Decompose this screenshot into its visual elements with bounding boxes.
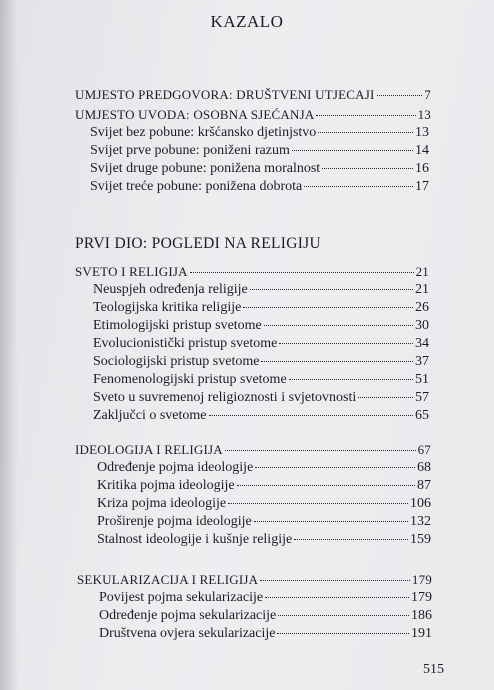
toc-entry-page: 191 <box>411 626 432 641</box>
toc-subentry <box>90 124 429 141</box>
dot-leader <box>209 415 413 416</box>
dot-leader <box>243 307 413 308</box>
toc-entry-title: Društvena ovjera sekularizacije <box>99 626 276 641</box>
dot-leader <box>225 450 416 451</box>
toc-subentry <box>93 281 429 298</box>
toc-subentry <box>90 178 429 195</box>
toc-entry-title: Evolucionistički pristup svetome <box>93 336 278 351</box>
toc-entry-title: Fenomenologijski pristup svetome <box>93 372 287 387</box>
toc-entry-title: Svijet druge pobune: ponižena moralnost <box>90 161 321 176</box>
toc-entry-page: 179 <box>411 590 432 605</box>
toc-section <box>77 571 432 588</box>
dot-leader <box>358 397 413 398</box>
toc-entry-title: Kritika pojma ideologije <box>97 478 235 493</box>
toc-entry-page: 16 <box>415 161 429 176</box>
dot-leader <box>261 361 413 362</box>
toc-entry-page: 57 <box>415 390 429 405</box>
toc-entry-title: UMJESTO UVODA: OSOBNA SJEĆANJA <box>75 107 315 122</box>
dot-leader <box>254 521 408 522</box>
toc-subentry <box>93 389 429 406</box>
toc-entry-page: 132 <box>410 514 431 529</box>
dot-leader <box>264 325 413 326</box>
toc-entry-page: 87 <box>417 478 431 493</box>
toc-subentry <box>93 317 429 334</box>
toc-subentry <box>90 142 429 159</box>
toc-subentry <box>93 335 429 352</box>
dot-leader <box>250 289 413 290</box>
toc-subentry <box>99 589 432 606</box>
toc-subentry <box>93 353 429 370</box>
dot-leader <box>228 503 408 504</box>
toc-entry-page: 13 <box>417 107 431 122</box>
toc-entry-title: Određenje pojma sekularizacije <box>99 608 277 623</box>
toc-subentry <box>97 513 431 530</box>
toc-entry-page: 21 <box>415 282 429 297</box>
toc-entry-page: 34 <box>415 336 429 351</box>
toc-entry-title: Sociologijski pristup svetome <box>93 354 260 369</box>
toc-entry-title: Sveto u suvremenoj religioznosti i svjetovnosti <box>93 390 357 405</box>
toc-entry <box>75 106 431 123</box>
toc-entry-page: 30 <box>415 318 429 333</box>
toc-entry-title: Svijet treće pobune: ponižena dobrota <box>90 179 303 194</box>
toc-entry-page: 13 <box>415 125 429 140</box>
toc-entry-title: Kriza pojma ideologije <box>97 496 227 511</box>
toc-subentry <box>97 531 431 548</box>
toc-entry-title: Proširenje pojma ideologije <box>97 514 252 529</box>
dot-leader <box>265 597 409 598</box>
toc-entry-title: Neuspjeh određenja religije <box>93 282 248 297</box>
toc-subentry <box>93 407 429 424</box>
toc-entry-title: Određenje pojma ideologije <box>97 460 254 475</box>
toc-entry-page: 179 <box>411 572 432 587</box>
dot-leader <box>304 186 413 187</box>
dot-leader <box>277 633 409 634</box>
dot-leader <box>237 485 415 486</box>
dot-leader <box>190 272 414 273</box>
toc-entry <box>75 86 431 103</box>
dot-leader <box>322 168 413 169</box>
toc-subentry <box>97 495 431 512</box>
toc-section <box>75 263 429 280</box>
toc-entry-title: Stalnost ideologije i kušnje religije <box>97 532 293 547</box>
dot-leader <box>318 132 413 133</box>
dot-leader <box>279 343 413 344</box>
toc-entry-title: Svijet bez pobune: kršćansko djetinjstvo <box>90 125 317 140</box>
toc-entry-title: Svijet prve pobune: poniženi razum <box>90 143 290 158</box>
part-heading: PRVI DIO: POGLEDI NA RELIGIJU <box>75 235 321 252</box>
toc-entry-page: 65 <box>415 408 429 423</box>
page-gutter-shadow <box>0 0 18 690</box>
toc-entry-title: IDEOLOGIJA I RELIGIJA <box>75 442 223 457</box>
toc-entry-page: 7 <box>424 87 431 102</box>
toc-entry-page: 186 <box>411 608 432 623</box>
toc-entry-page: 67 <box>417 442 431 457</box>
toc-entry-page: 51 <box>415 372 429 387</box>
page-number: 515 <box>423 662 444 677</box>
toc-entry-title: UMJESTO PREDGOVORA: DRUŠTVENI UTJECAJI <box>75 87 375 102</box>
toc-entry-page: 21 <box>415 264 429 279</box>
dot-leader <box>377 95 423 96</box>
dot-leader <box>278 615 409 616</box>
toc-entry-page: 37 <box>415 354 429 369</box>
toc-entry-page: 14 <box>415 143 429 158</box>
toc-subentry <box>90 160 429 177</box>
toc-entry-page: 106 <box>410 496 431 511</box>
dot-leader <box>255 467 415 468</box>
toc-entry-title: Teologijska kritika religije <box>93 300 242 315</box>
toc-subentry <box>93 371 429 388</box>
dot-leader <box>316 115 415 116</box>
toc-entry-page: 68 <box>417 460 431 475</box>
toc-entry-title: Etimologijski pristup svetome <box>93 318 262 333</box>
toc-entry-title: SEKULARIZACIJA I RELIGIJA <box>77 572 259 587</box>
dot-leader <box>292 150 413 151</box>
toc-entry-title: Povijest pojma sekularizacije <box>99 590 264 605</box>
toc-subentry <box>99 625 432 642</box>
toc-entry-title: Zaključci o svetome <box>93 408 207 423</box>
toc-section <box>75 441 431 458</box>
toc-entry-page: 17 <box>415 179 429 194</box>
toc-entry-title: SVETO I RELIGIJA <box>75 264 188 279</box>
toc-subentry <box>97 477 431 494</box>
page-title: KAZALO <box>210 12 284 31</box>
toc-subentry <box>99 607 432 624</box>
dot-leader <box>294 539 408 540</box>
dot-leader <box>260 580 410 581</box>
toc-entry-page: 26 <box>415 300 429 315</box>
dot-leader <box>289 379 413 380</box>
toc-subentry <box>93 299 429 316</box>
toc-subentry <box>97 459 431 476</box>
toc-entry-page: 159 <box>410 532 431 547</box>
